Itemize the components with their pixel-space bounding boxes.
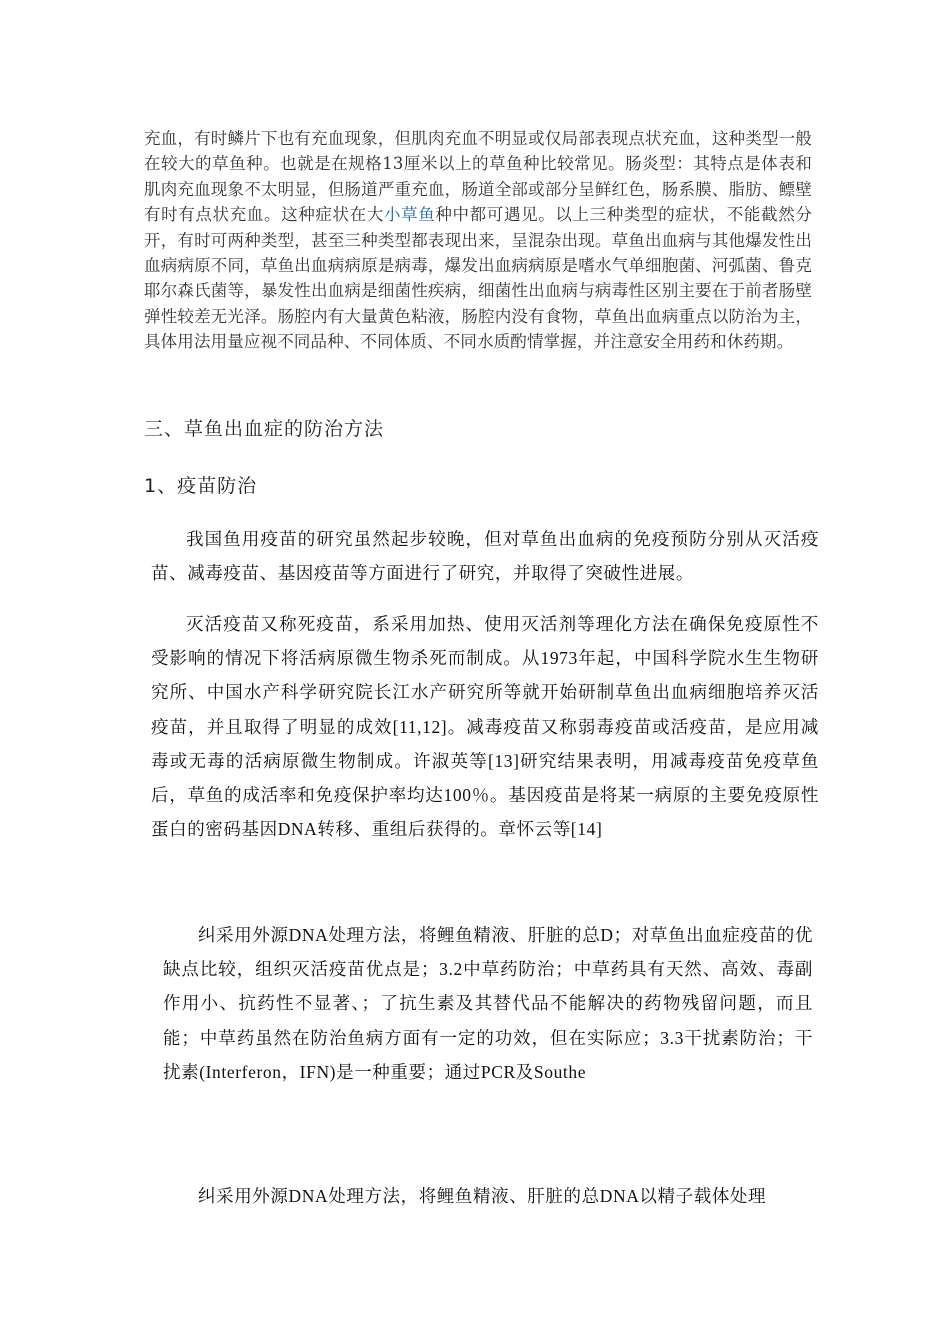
- link-small-grass-carp[interactable]: 小草鱼: [383, 205, 436, 225]
- intro-paragraph: [144, 126, 812, 355]
- subsection-heading: 1、疫苗防治: [144, 475, 258, 497]
- intro-text-after-link: 种中都可遇见。以上三种类型的症状，不能截然分开，有时可两种类型，甚至三种类型都表现出来，呈混杂出现。草鱼出血病与其他爆发性出血病病原不同，草鱼出血病病原是病毒，爆发出血病病原是嗜水气单细胞菌、河弧菌、鲁克耶尔森氏菌等，暴发性出血病是细菌性疾病，细菌性出血病与病毒性区别主要在于前者肠壁弹性较差无光泽。肠腔内有大量黄色粘液，肠腔内没有食物，草鱼出血病重点以防治为主，具体用法用量应视不同品种、不同体质、不同水质酌情掌握，并注意安全用药和休药期。: [144, 205, 812, 352]
- paragraph-excerpt: 纠采用外源DNA处理方法，将鲤鱼精液、肝脏的总D；对草鱼出血症疫苗的优缺点比较，组织灭活疫苗优点是；3.2中草药防治；中草药具有天然、高效、毒副作用小、抗药性不显著、；了抗生素及其替代品不能解决的药物残留问题，而且能；中草药虽然在防治鱼病方面有一定的功效，但在实际应；3.3干扰素防治；干扰素(Interferon，IFN)是一种重要；通过PCR及Southe: [163, 925, 813, 1082]
- intro-text-before-link: 充血，有时鳞片下也有充血现象，但肌肉充血不明显或仅局部表现点状充血，这种类型一般在较大的草鱼种。也就是在规格13厘米以上的草鱼种比较常见。肠炎型：其特点是体表和肌肉充血现象不太明显，但肠道严重充血，肠道全部或部分呈鲜红色，肠系膜、脂肪、鳔壁有时有点状充血。这种症状在大: [144, 129, 812, 225]
- paragraph-vaccine-overview: 我国鱼用疫苗的研究虽然起步较晚，但对草鱼出血病的免疫预防分别从灭活疫苗、减毒疫苗、基因疫苗等方面进行了研究，并取得了突破性进展。: [151, 529, 819, 584]
- paragraph-vaccine-types: 灭活疫苗又称死疫苗，系采用加热、使用灭活剂等理化方法在确保免疫原性不受影响的情况下将活病原微生物杀死而制成。从1973年起，中国科学院水生生物研究所、中国水产科学研究院长江水产研究所等就开始研制草鱼出血病细胞培养灭活疫苗，并且取得了明显的成效[11,12]。减毒疫苗又称弱毒疫苗或活疫苗，是应用减毒或无毒的活病原微生物制成。许淑英等[13]研究结果表明，用减毒疫苗免疫草鱼后，草鱼的成活率和免疫保护率均达100％。基因疫苗是将某一病原的主要免疫原性蛋白的密码基因DNA转移、重组后获得的。章怀云等[14]: [151, 614, 819, 840]
- paragraph-dna-method: 纠采用外源DNA处理方法，将鲤鱼精液、肝脏的总DNA以精子载体处理: [198, 1186, 767, 1206]
- section-heading: 三、草鱼出血症的防治方法: [144, 418, 385, 440]
